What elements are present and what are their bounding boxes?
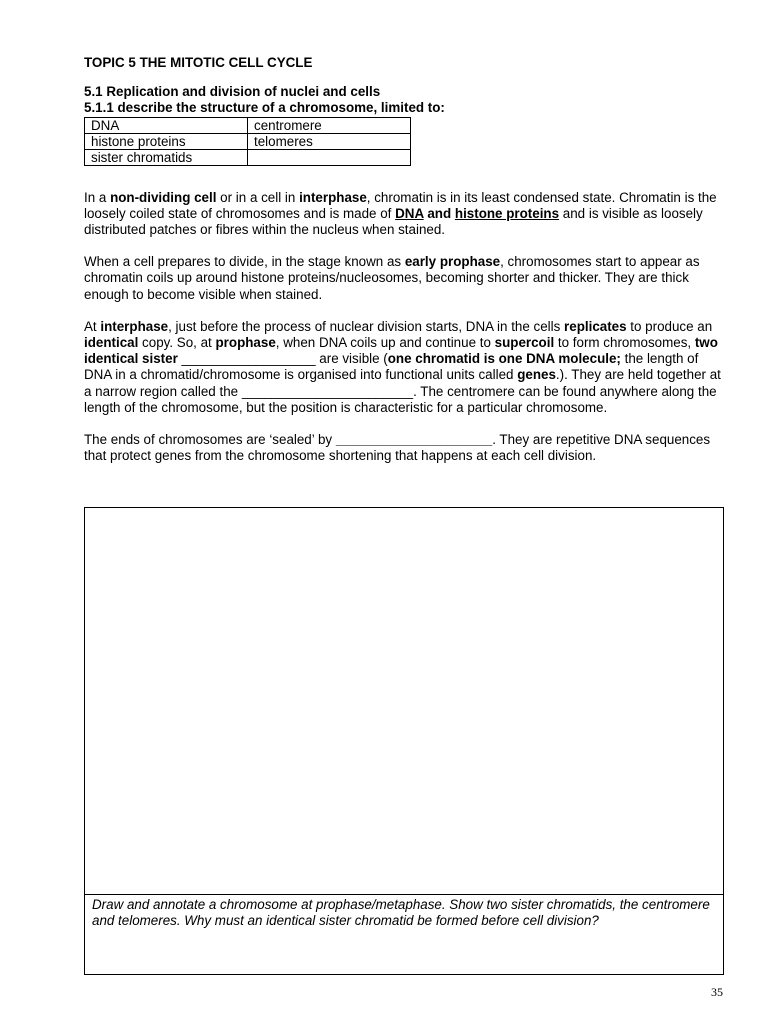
section-heading: 5.1 Replication and division of nuclei and cells [84,84,381,100]
table-row [85,117,411,133]
drawing-area[interactable] [85,508,723,894]
paragraph-interphase: At interphase, just before the process of nuclear division starts, DNA in the cells replicates to produce an identical copy. So, at prophase, when DNA coils up and continue to supercoil to form chromosomes, two identical sister __________________ are visible (one chromatid is one DNA molecule; the length of DNA in a chromatid/chromosome is organised into functional units called genes.). They are held together at a narrow region called the _______________________. The centromere can be found anywhere along the length of the chromosome, but the position is characteristic for a particular chromosome. [84,318,721,415]
table-row [85,149,411,165]
paragraph-prophase: When a cell prepares to divide, in the stage known as early prophase, chromosomes start to appear as chromatin coils up around histone proteins/nucleosomes, becoming shorter and thicker. They are thick enough to become visible when stained. [84,254,700,302]
table-cell: sister chromatids [85,149,248,165]
table-cell [248,149,411,165]
subsection-heading: 5.1.1 describe the structure of a chromosome, limited to: [84,100,445,116]
fill-in-blank[interactable]: _____________________ [335,432,493,448]
paragraph-chromatin: In a non-dividing cell or in a cell in interphase, chromatin is in its least condensed state. Chromatin is the loosely coiled state of chromosomes and is made of DNA and histone proteins and is visible as loosely distributed patches or fibres within the nucleus when stained. [84,189,717,238]
page-number: 35 [711,985,723,999]
drawing-instructions: Draw and annotate a chromosome at prophase/metaphase. Show two sister chromatids, the centromere and telomeres. Why must an identical sister chromatid be formed before cell division? [85,894,723,974]
fill-in-blank[interactable]: __________________ [177,351,316,367]
worksheet-content [84,55,726,480]
drawing-answer-box [84,507,724,975]
terms-table [84,117,411,166]
paragraph-telomeres: The ends of chromosomes are ‘sealed’ by _____________________. They are repetitive DNA sequences that protect genes from the chromosome shortening that happens at each cell division. [84,432,711,464]
table-cell: DNA [85,117,248,133]
table-cell: centromere [248,117,411,133]
table-cell: telomeres [248,133,411,149]
page-title: TOPIC 5 THE MITOTIC CELL CYCLE [84,55,313,70]
table-cell: histone proteins [85,133,248,149]
table-row [85,133,411,149]
fill-in-blank[interactable]: _______________________ [241,383,414,399]
